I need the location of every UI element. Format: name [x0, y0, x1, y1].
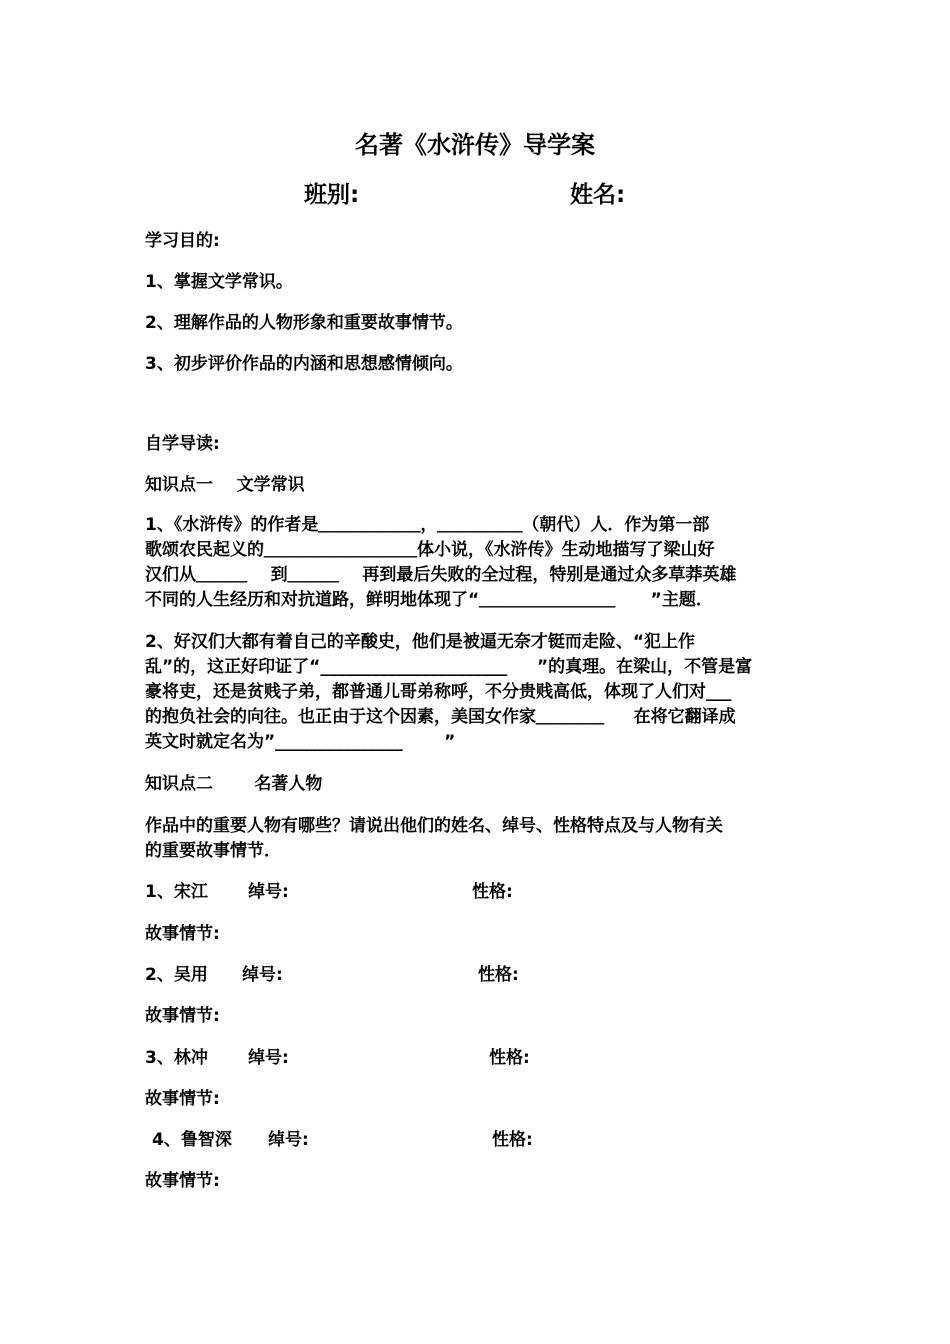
personality-label: 性格: — [492, 1130, 533, 1150]
character-name: 3、林冲 — [145, 1048, 208, 1068]
paragraph-line: 作品中的重要人物有哪些？请说出他们的姓名、绰号、性格特点及与人物有关 — [145, 816, 723, 836]
knowledge-point-2-intro — [145, 814, 825, 864]
character-name: 2、吴用 — [145, 965, 208, 985]
personality-label: 性格: — [489, 1048, 530, 1068]
self-study-heading: 自学导读: — [145, 434, 220, 454]
paragraph-line: 1、《水浒传》的作者是＿＿＿＿＿＿，＿＿＿＿＿（朝代）人．作为第一部 — [145, 515, 710, 535]
story-label: 故事情节: — [145, 924, 220, 944]
character-name: 4、鲁智深 — [152, 1130, 232, 1150]
knowledge-point-2-heading: 知识点二 名著人物 — [145, 774, 323, 794]
paragraph-line: 2、好汉们大都有着自己的辛酸史，他们是被逼无奈才铤而走险、“犯上作 — [145, 632, 696, 652]
name-label: 姓名: — [570, 182, 626, 208]
nickname-label: 绰号: — [242, 965, 283, 985]
story-label: 故事情节: — [145, 1089, 220, 1109]
paragraph-line: 乱”的，这正好印证了“______________________ ”的真理。在梁山，不管是富 — [145, 657, 753, 677]
objective-item: 3、初步评价作品的内涵和思想感情倾向。 — [145, 354, 463, 374]
paragraph-line: 不同的人生经历和对抗道路，鲜明地体现了“＿＿＿＿＿＿＿＿ ”主题． — [145, 590, 713, 610]
paragraph-line: 豪将吏，还是贫贱子弟，都普通儿哥弟称呼，不分贵贱高低，体现了人们对___ — [145, 682, 732, 702]
paragraph-line: 歌颂农民起义的＿＿＿＿＿＿＿＿＿体小说，《水浒传》生动地描写了梁山好 — [145, 540, 715, 560]
objectives-heading: 学习目的: — [145, 231, 220, 251]
page-title: 名著《水浒传》导学案 — [355, 131, 595, 159]
story-label: 故事情节: — [145, 1171, 220, 1191]
knowledge-point-1-heading: 知识点一 文学常识 — [145, 475, 305, 495]
paragraph-line: 的重要故事情节． — [145, 841, 281, 861]
class-label: 班别: — [304, 182, 360, 208]
nickname-label: 绰号: — [248, 1048, 289, 1068]
objective-item: 1、掌握文学常识。 — [145, 272, 293, 292]
objective-item: 2、理解作品的人物形象和重要故事情节。 — [145, 313, 463, 333]
question-2-paragraph — [145, 630, 825, 755]
story-label: 故事情节: — [145, 1006, 220, 1026]
paragraph-line: 的抱负社会的向往。也正由于这个因素，美国女作家＿＿＿＿ 在将它翻译成 — [145, 707, 736, 727]
paragraph-line: 汉们从＿＿＿ 到＿＿＿ 再到最后失败的全过程，特别是通过众多草莽英雄 — [145, 565, 737, 585]
paragraph-line: 英文时就定名为”_______________ ” — [145, 732, 456, 752]
question-1-paragraph — [145, 513, 825, 613]
nickname-label: 绰号: — [248, 882, 289, 902]
nickname-label: 绰号: — [268, 1130, 309, 1150]
personality-label: 性格: — [478, 965, 519, 985]
character-name: 1、宋江 — [145, 882, 208, 902]
personality-label: 性格: — [472, 882, 513, 902]
